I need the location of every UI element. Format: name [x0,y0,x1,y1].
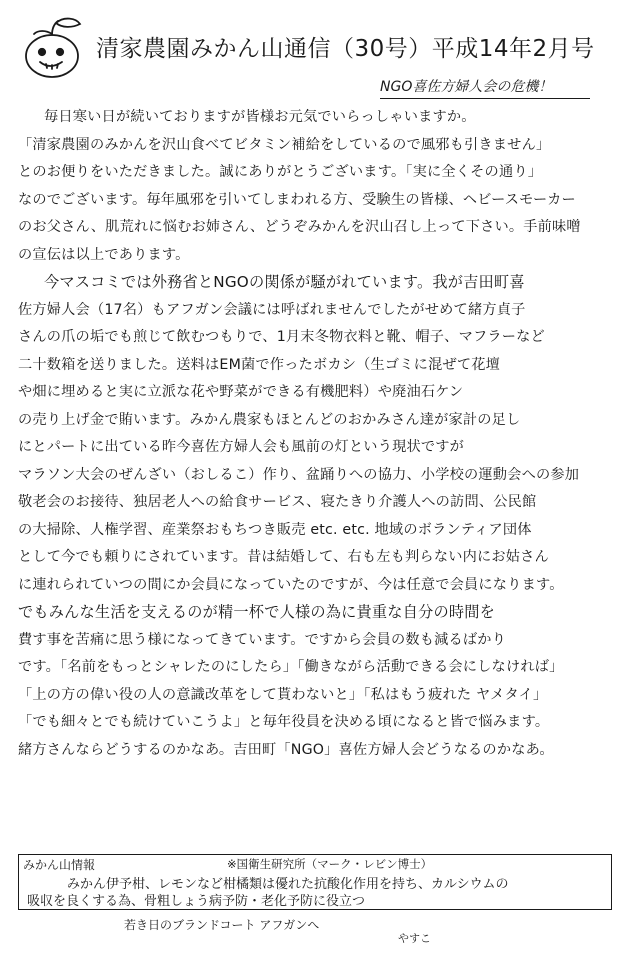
mikan-info-credit: ※国衛生研究所（マーク・レビン博士） [227,857,433,871]
article-line: 今マスコミでは外務省とNGOの関係が騒がれています。我が吉田町喜 [44,273,525,291]
article-body [18,104,618,764]
article-line: の大掃除、人権学習、産業祭おもちつき販売 etc. etc. 地域のボランティア団体 [18,521,532,538]
article-line: 毎日寒い日が続いておりますが皆様お元気でいらっしゃいますか。 [44,109,476,125]
article-line: 敬老会のお接待、独居老人への給食サービス、寝たきり介護人への訪問、公民館 [18,494,537,510]
article-line: 緒方さんならどうするのかなあ。吉田町「NGO」喜佐方婦人会どうなるのかなあ。 [18,741,554,758]
article-line: とのお便りをいただきました。誠にありがとうございます。「実に全くその通り」 [18,164,543,180]
article-line: でもみんな生活を支えるのが精一杯で人様の為に貴重な自分の時間を [18,603,496,621]
mikan-info-box [18,854,612,910]
newsletter-subtitle: NGO喜佐方婦人会の危機！ [380,79,553,95]
article-line: の売り上げ金で賄います。みかん農家もほとんどのおかみさん達が家計の足し [18,411,521,428]
article-line: として今でも頼りにされています。昔は結婚して、右も左も判らない内にお姑さん [18,549,549,565]
article-line: なのでございます。毎年風邪を引いてしまわれる方、受験生の皆様、ヘビースモーカー [18,191,576,208]
newsletter-title: 清家農園みかん山通信（30号）平成14年2月号 [96,36,595,62]
mikan-info-line: みかん伊予柑、レモンなど柑橘類は優れた抗酸化作用を持ち、カルシウムの [67,877,509,892]
subtitle-underline [380,98,590,99]
mikan-info-line: 吸収を良くする為、骨粗しょう病予防・老化予防に役立つ [27,894,366,909]
article-line: の宣伝は以上であります。 [18,246,190,263]
footer-caption: 若き日のブランドコート アフガンへ [124,918,320,932]
article-line: に連れられていつの間にか会員になっていたのですが、今は任意で会員になります。 [18,576,564,593]
article-line: にとパートに出ている昨今喜佐方婦人会も風前の灯という現状ですが [18,439,465,455]
article-line: 佐方婦人会（17名）もアフガン会議には呼ばれませんでしたがせめて緒方貞子 [18,301,526,318]
article-line: 二十数箱を送りました。送料はEM菌で作ったボカシ（生ゴミに混ぜて花壇 [18,356,501,373]
article-line: です。「名前をもっとシャレたのにしたら」「働きながら活動できる会にしなければ」 [18,659,564,675]
article-line: のお父さん、肌荒れに悩むお姉さん、どうぞみかんを沢山召し上って下さい。手前味噌 [18,219,581,235]
article-line: 「でも細々とでも続けていこうよ」と毎年役員を決める頃になると皆で悩みます。 [18,714,550,730]
article-line: さんの爪の垢でも煎じて飲むつもりで、1月末冬物衣料と靴、帽子、マフラーなど [18,329,545,345]
author-signature: やすこ [398,932,431,945]
mandarin-orange-face-icon [18,14,90,82]
mikan-info-label: みかん山情報 [23,858,96,872]
article-line: 「清家農園のみかんを沢山食べてビタミン補給をしているので風邪も引きません」 [18,136,551,153]
article-line: や畑に埋めると実に立派な花や野菜ができる有機肥料）や廃油石ケン [18,384,464,400]
article-line: マラソン大会のぜんざい（おしるこ）作り、盆踊りへの協力、小学校の運動会への参加 [18,466,580,483]
article-line: 費す事を苦痛に思う様になってきています。ですから会員の数も減るばかり [18,631,507,648]
article-line: 「上の方の偉い役の人の意識改革をして貰わないと」「私はもう疲れた ヤメタイ」 [18,686,548,703]
